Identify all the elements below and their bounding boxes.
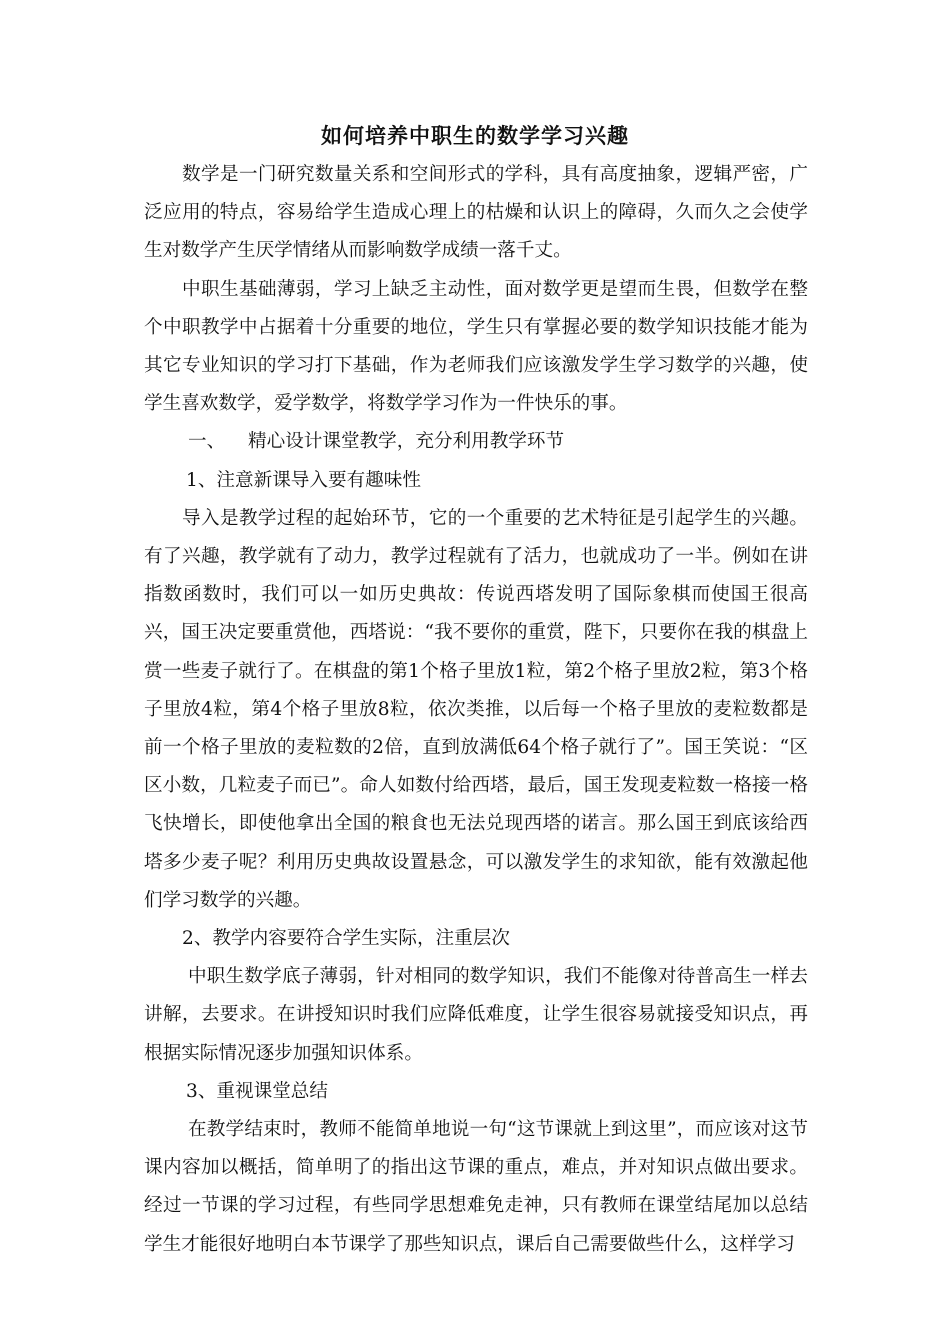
subsection-2-paragraph: 中职生数学底子薄弱，针对相同的数学知识，我们不能像对待普高生一样去讲解，去要求。在讲授知识时我们应降低难度，让学生很容易就接受知识点，再根据实际情况逐步加强知识体系。 <box>144 966 808 1064</box>
subsection-2-heading: 2、教学内容要符合学生实际，注重层次 <box>182 928 510 950</box>
document-title: 如何培养中职生的数学学习兴趣 <box>321 123 629 148</box>
subsection-3-paragraph: 在教学结束时，教师不能简单地说一句“这节课就上到这里”，而应该对这节课内容加以概括，简单明了的指出这节课的重点，难点，并对知识点做出要求。经过一节课的学习过程，有些同学思想难免走神，只有教师在课堂结尾加以总结学生才能很好地明白本节课学了那些知识点，课后自己需要做些什么，这样学习 <box>144 1119 808 1255</box>
intro-paragraph-2: 中职生基础薄弱，学习上缺乏主动性，面对数学更是望而生畏，但数学在整个中职教学中占据着十分重要的地位，学生只有掌握必要的数学知识技能才能为其它专业知识的学习打下基础，作为老师我们应该激发学生学习数学的兴趣，使学生喜欢数学，爱学数学，将数学学习作为一件快乐的事。 <box>144 278 808 415</box>
subsection-3-heading: 3、重视课堂总结 <box>186 1080 328 1102</box>
intro-paragraph-1: 数学是一门研究数量关系和空间形式的学科，具有高度抽象，逻辑严密，广泛应用的特点，容易给学生造成心理上的枯燥和认识上的障碍，久而久之会使学生对数学产生厌学情绪从而影响数学成绩一落千丈。 <box>144 164 808 262</box>
subsection-1-heading: 1、注意新课导入要有趣味性 <box>186 469 421 491</box>
subsection-1-paragraph: 导入是教学过程的起始环节，它的一个重要的艺术特征是引起学生的兴趣。有了兴趣，教学就有了动力，教学过程就有了活力，也就成功了一半。例如在讲指数函数时，我们可以一如历史典故：传说西塔发明了国际象棋而使国王很高兴，国王决定要重赏他，西塔说：“我不要你的重赏，陛下，只要你在我的棋盘上赏一些麦子就行了。在棋盘的第1个格子里放1粒，第2个格子里放2粒，第3个格子里放4粒，第4个格子里放8粒，依次类推，以后每一个格子里放的麦粒数都是前一个格子里放的麦粒数的2倍，直到放满低64个格子就行了”。国王笑说：“区区小数，几粒麦子而已”。命人如数付给西塔，最后，国王发现麦粒数一格接一格飞快增长，即使他拿出全国的粮食也无法兑现西塔的诺言。那么国王到底该给西塔多少麦子呢？利用历史典故设置悬念，可以激发学生的求知欲，能有效激起他们学习数学的兴趣。 <box>144 507 808 911</box>
section-1-number: 一、 <box>188 431 226 453</box>
section-1-title: 精心设计课堂教学，充分利用教学环节 <box>248 431 565 453</box>
section-1-heading <box>144 423 808 461</box>
document-body <box>144 156 808 1264</box>
